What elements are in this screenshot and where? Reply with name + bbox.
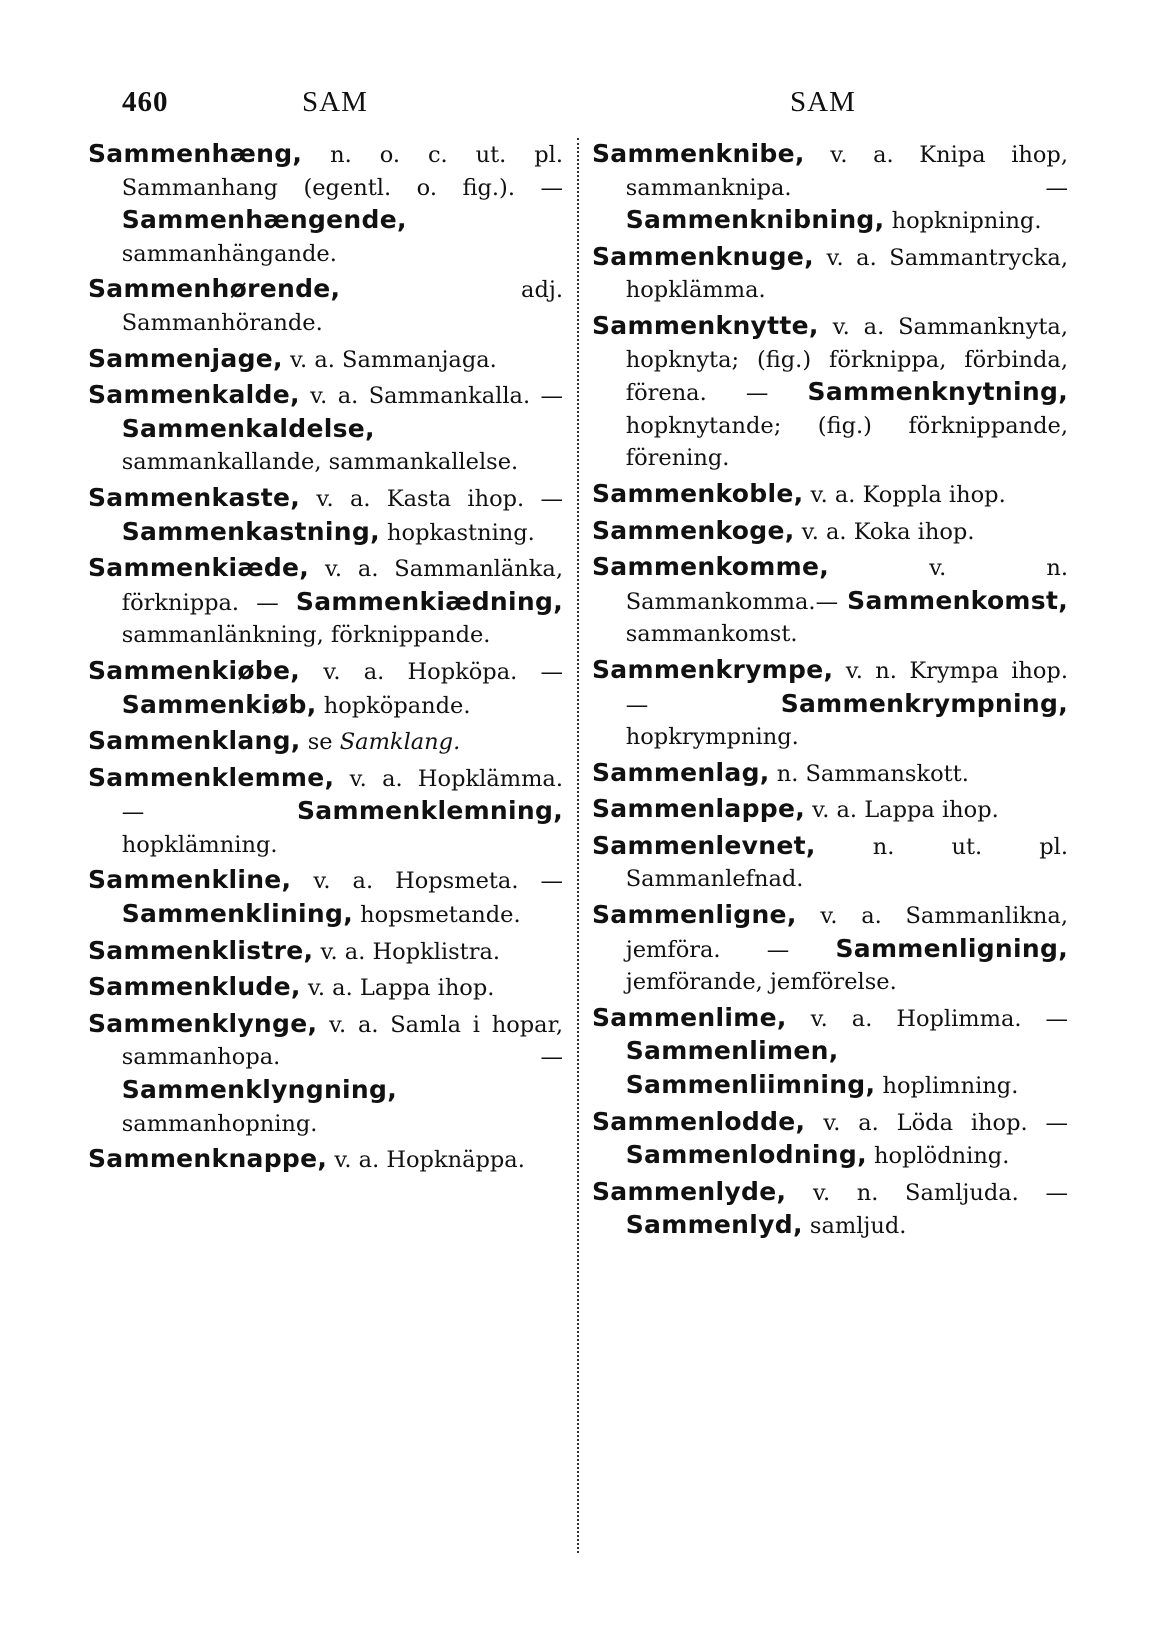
dictionary-entry bbox=[592, 138, 1068, 238]
dictionary-entry bbox=[88, 343, 563, 377]
headword: Sammenligne, bbox=[592, 900, 797, 930]
definition-text: v. a. Hopklämma. — bbox=[121, 765, 563, 826]
definition-text: sammankallande, sammankallelse. bbox=[121, 449, 519, 476]
headword: Sammenklemme, bbox=[88, 762, 335, 792]
page-number: 460 bbox=[122, 86, 169, 118]
headword: Sammenknibe, bbox=[592, 139, 805, 168]
headword: Sammenlevnet, bbox=[592, 830, 816, 860]
headword: Sammenkiæde, bbox=[88, 553, 310, 583]
dictionary-entry bbox=[592, 551, 1068, 651]
dictionary-entry bbox=[592, 1002, 1068, 1103]
definition-text: sammanhängande. bbox=[121, 240, 337, 267]
right-running-head: SAM bbox=[790, 86, 856, 118]
dictionary-entry bbox=[592, 1106, 1068, 1173]
cross-reference: Samklang. bbox=[339, 729, 461, 756]
definition-text: hopkastning. bbox=[379, 519, 535, 546]
headword: Sammenkoble, bbox=[592, 478, 804, 508]
definition-text: v. a. Kasta ihop. — bbox=[300, 485, 563, 512]
definition-text: v. a. Sammanknyta, hopknyta; (fig.) förknippa, förbinda, förena. — bbox=[625, 313, 1068, 407]
definition-text: v. a. Sammanlikna, jemföra. — bbox=[625, 903, 1068, 963]
dictionary-entry bbox=[592, 478, 1068, 512]
dictionary-entry bbox=[592, 515, 1068, 549]
headword: Sammenkaldelse, bbox=[121, 413, 375, 443]
left-running-head: SAM bbox=[302, 86, 368, 118]
headword: Sammenkaste, bbox=[88, 482, 301, 512]
definition-text: v. a. Hopköpa. — bbox=[300, 658, 563, 685]
headword: Sammenliimning, bbox=[625, 1070, 876, 1100]
definition-text: v. n. Krympa ihop. — bbox=[625, 657, 1068, 718]
headword: Sammenlodning, bbox=[625, 1140, 867, 1170]
dictionary-entry bbox=[88, 379, 563, 479]
definition-text: adj. Sammanhörande. bbox=[121, 277, 563, 336]
headword: Sammenknytning, bbox=[807, 377, 1068, 407]
dictionary-entry bbox=[592, 1176, 1068, 1243]
dictionary-entry bbox=[88, 273, 563, 339]
right-column bbox=[592, 138, 1068, 1243]
definition-text: hopköpande. bbox=[316, 692, 471, 719]
definition-text: hopknytande; (fig.) förknippande, förening. bbox=[625, 412, 1068, 472]
definition-text: v. a. Hopklistra. bbox=[313, 938, 501, 965]
dictionary-entry bbox=[88, 971, 563, 1005]
headword: Sammenhængende, bbox=[121, 205, 407, 235]
definition-text: hopsmetande. bbox=[353, 902, 521, 929]
dictionary-entry bbox=[88, 1143, 563, 1177]
definition-text: hopknipning. bbox=[884, 208, 1042, 235]
definition-text: v. a. Lappa ihop. bbox=[300, 975, 495, 1002]
headword: Sammenhørende, bbox=[88, 274, 341, 304]
definition-text: v. n. Sammankomma.— bbox=[625, 555, 1068, 615]
dictionary-entry bbox=[88, 864, 563, 931]
headword: Sammenkiøbe, bbox=[88, 655, 301, 685]
definition-text: sammankomst. bbox=[625, 621, 798, 648]
definition-text: jemförande, jemförelse. bbox=[625, 969, 897, 996]
headword: Sammenligning, bbox=[835, 933, 1068, 963]
definition-text: v. a. Samla i hopar, sammanhopa. — bbox=[121, 1011, 563, 1071]
headword: Sammenklynge, bbox=[88, 1008, 318, 1038]
dictionary-entry bbox=[88, 552, 563, 652]
definition-text: n. ut. pl. Sammanlefnad. bbox=[625, 833, 1068, 893]
dictionary-entry bbox=[88, 1008, 563, 1140]
headword: Sammenknuge, bbox=[592, 241, 814, 271]
definition-text: se bbox=[300, 729, 340, 756]
definition-text: v. a. Hoplimma. — bbox=[786, 1005, 1068, 1032]
headword: Sammenklistre, bbox=[88, 935, 314, 965]
dictionary-entry bbox=[592, 654, 1068, 754]
definition-text: v. a. Sammanlänka, förknippa. — bbox=[121, 556, 563, 616]
definition-text: hopklämning. bbox=[121, 831, 278, 858]
definition-text: n. o. c. ut. pl. Sammanhang (egentl. o. fig.). — bbox=[121, 142, 563, 201]
headword: Sammenlappe, bbox=[592, 794, 806, 824]
headword: Sammenklude, bbox=[88, 972, 301, 1002]
definition-text: n. Sammanskott. bbox=[769, 760, 969, 787]
headword: Sammenknappe, bbox=[88, 1144, 328, 1174]
headword: Sammenkrympe, bbox=[592, 654, 834, 684]
dictionary-entry bbox=[592, 793, 1068, 827]
definition-text: v. a. Hopsmeta. — bbox=[291, 868, 563, 895]
headword: Sammenlodde, bbox=[592, 1106, 806, 1136]
left-column bbox=[88, 138, 563, 1177]
headword: Sammenklang, bbox=[88, 726, 301, 756]
headword: Sammenkomst, bbox=[847, 585, 1068, 615]
headword: Sammenkastning, bbox=[121, 516, 380, 546]
headword: Sammenkiædning, bbox=[295, 586, 563, 616]
headword: Sammenlime, bbox=[592, 1002, 787, 1032]
headword: Sammenklyngning, bbox=[121, 1075, 398, 1105]
definition-text: hopkrympning. bbox=[625, 724, 799, 751]
headword: Sammenkoge, bbox=[592, 515, 795, 545]
definition-text: v. a. Löda ihop. — bbox=[805, 1109, 1068, 1136]
headword: Sammenlyde, bbox=[592, 1176, 787, 1206]
dictionary-entry bbox=[88, 482, 563, 549]
definition-text: v. a. Knipa ihop, sammanknipa. — bbox=[625, 142, 1068, 201]
dictionary-entry bbox=[592, 310, 1068, 475]
headword: Sammenlag, bbox=[592, 757, 770, 787]
headword: Sammenknibning, bbox=[625, 205, 885, 235]
column-divider bbox=[577, 138, 579, 1553]
headword: Sammenklining, bbox=[121, 899, 354, 929]
dictionary-entry bbox=[88, 725, 563, 759]
headword: Sammenjage, bbox=[88, 343, 283, 373]
headword: Sammenkrympning, bbox=[780, 688, 1068, 718]
definition-text: v. a. Sammantrycka, hopklämma. bbox=[625, 244, 1068, 304]
dictionary-entry bbox=[88, 935, 563, 969]
dictionary-entry bbox=[88, 655, 563, 722]
headword: Sammenkiøb, bbox=[121, 689, 317, 719]
definition-text: v. a. Koppla ihop. bbox=[803, 481, 1006, 508]
headword: Sammenlimen, bbox=[625, 1036, 839, 1066]
definition-text: v. a. Sammanjaga. bbox=[282, 346, 497, 373]
definition-text: hoplödning. bbox=[866, 1143, 1010, 1170]
definition-text: hoplimning. bbox=[875, 1073, 1019, 1100]
dictionary-entry bbox=[592, 757, 1068, 791]
dictionary-entry bbox=[88, 138, 563, 270]
definition-text: sammanlänkning, förknippande. bbox=[121, 622, 491, 649]
headword: Sammenlyd, bbox=[625, 1210, 803, 1240]
definition-text: v. n. Samljuda. — bbox=[786, 1179, 1068, 1206]
dictionary-entry bbox=[592, 241, 1068, 307]
definition-text: v. a. Koka ihop. bbox=[794, 518, 975, 545]
headword: Sammenkalde, bbox=[88, 380, 300, 410]
headword: Sammenklemning, bbox=[297, 796, 563, 826]
dictionary-entry bbox=[592, 830, 1068, 896]
definition-text: sammanhopning. bbox=[121, 1110, 318, 1137]
headword: Sammenkline, bbox=[88, 865, 292, 895]
definition-text: v. a. Lappa ihop. bbox=[805, 797, 999, 824]
definition-text: v. a. Sammankalla. — bbox=[299, 383, 563, 410]
dictionary-entry bbox=[88, 762, 563, 862]
dictionary-entry bbox=[592, 899, 1068, 999]
headword: Sammenknytte, bbox=[592, 310, 819, 340]
definition-text: samljud. bbox=[802, 1213, 907, 1240]
definition-text: v. a. Hopknäppa. bbox=[327, 1147, 525, 1174]
headword: Sammenkomme, bbox=[592, 552, 830, 582]
headword: Sammenhæng, bbox=[88, 139, 303, 168]
